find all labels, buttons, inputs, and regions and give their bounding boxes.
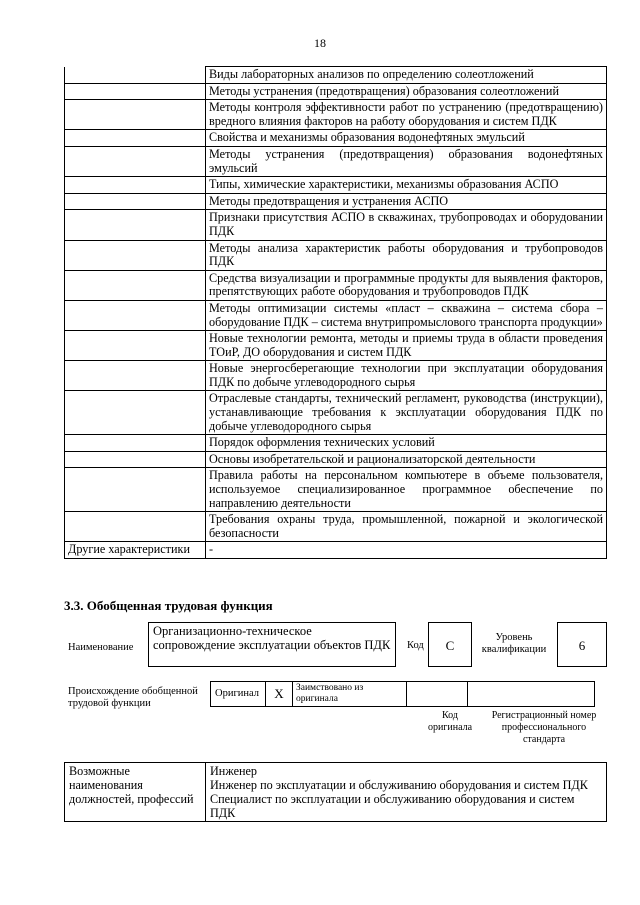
requirement-label-cell [65,240,206,270]
requirement-item: Новые энергосберегающие технологии при эксплуатации оборудования ПДК по добыче углеводородного сырья [206,361,607,391]
requirement-row [65,331,607,361]
borrowed-label: Заимствовано из оригинала [292,681,407,707]
requirement-row [65,67,607,84]
code-label: Код [407,640,424,651]
requirement-item: Правила работы на персональном компьютере в объеме пользователя, используемое специализированное программное обеспечение по направлению деятельности [206,468,607,512]
requirement-label-cell [65,83,206,100]
requirement-row [65,83,607,100]
requirement-row [65,100,607,130]
requirement-row [65,146,607,176]
page-number: 18 [314,36,326,50]
positions-label: Возможные наименования должностей, профессий [65,763,206,822]
requirement-label-cell [65,391,206,435]
requirement-item: Новые технологии ремонта, методы и приемы труда в области проведения ТОиР, ДО оборудования и систем ПДК [206,331,607,361]
requirements-table [64,66,607,559]
requirement-label-cell [65,468,206,512]
section-title: 3.3. Обобщенная трудовая функция [64,598,273,613]
reg-number-field [467,681,595,707]
requirement-row [65,210,607,240]
level-field: 6 [557,622,607,667]
requirement-row [65,361,607,391]
requirement-item: Методы контроля эффективности работ по устранению (предотвращению) вредного влияния факторов на работу оборудования и систем ПДК [206,100,607,130]
requirement-label-cell [65,130,206,147]
requirement-row [65,512,607,542]
original-mark: X [265,681,293,707]
requirement-row [65,240,607,270]
level-label: Уровень квалификации [481,632,547,655]
requirement-row [65,468,607,512]
reg-number-label: Регистрационный номер профессионального стандарта [491,710,597,745]
requirement-row [65,130,607,147]
code-field: C [428,622,472,667]
requirement-item: Виды лабораторных анализов по определению солеотложений [206,67,607,84]
requirement-label-cell [65,193,206,210]
requirement-label-cell [65,435,206,452]
positions-list [206,763,607,822]
requirement-label-cell [65,331,206,361]
position-item: Специалист по эксплуатации и обслуживанию оборудования и систем ПДК [210,792,575,820]
requirement-label-cell [65,512,206,542]
requirement-label-cell [65,100,206,130]
requirement-item: Методы анализа характеристик работы оборудования и трубопроводов ПДК [206,240,607,270]
other-characteristics-row [65,542,607,559]
requirement-item: Признаки присутствия АСПО в скважинах, трубопроводах и оборудовании ПДК [206,210,607,240]
requirement-item: Методы устранения (предотвращения) образования водонефтяных эмульсий [206,146,607,176]
requirement-label-cell [65,146,206,176]
requirement-label-cell [65,451,206,468]
requirement-item: Отраслевые стандарты, технический регламент, руководства (инструкции), устанавливающие требования к эксплуатации оборудования ПДК по добыче углеводородного сырья [206,391,607,435]
name-label: Наименование [68,642,134,653]
positions-table [64,762,607,822]
requirement-label-cell [65,270,206,300]
requirement-row [65,451,607,468]
requirement-item: Типы, химические характеристики, механизмы образования АСПО [206,177,607,194]
requirement-row [65,300,607,330]
requirement-item: Требования охраны труда, промышленной, пожарной и экологической безопасности [206,512,607,542]
requirement-row [65,435,607,452]
requirement-item: Методы оптимизации системы «пласт – скважина – система сбора – оборудование ПДК – система внутрипромыслового транспорта продукции» [206,300,607,330]
other-characteristics-label: Другие характеристики [65,542,206,559]
requirement-label-cell [65,300,206,330]
requirement-row [65,270,607,300]
requirement-row [65,193,607,210]
requirement-item: Свойства и механизмы образования водонефтяных эмульсий [206,130,607,147]
position-item: Инженер по эксплуатации и обслуживанию оборудования и систем ПДК [210,778,588,792]
other-characteristics-value: - [206,542,607,559]
position-item: Инженер [210,764,258,778]
origin-row [210,681,595,707]
requirement-label-cell [65,67,206,84]
requirement-label-cell [65,361,206,391]
function-name-field: Организационно-техническое сопровождение эксплуатации объектов ПДК [148,622,396,667]
origin-label: Происхождение обобщенной трудовой функции [68,686,198,709]
requirement-row [65,177,607,194]
requirement-item: Методы предотвращения и устранения АСПО [206,193,607,210]
code-original-label: Код оригинала [427,710,473,733]
requirement-item: Порядок оформления технических условий [206,435,607,452]
requirement-label-cell [65,210,206,240]
requirement-row [65,391,607,435]
original-label: Оригинал [210,681,266,707]
requirement-item: Методы устранения (предотвращения) образования солеотложений [206,83,607,100]
code-original-field [406,681,468,707]
requirement-item: Основы изобретательской и рационализаторской деятельности [206,451,607,468]
requirement-label-cell [65,177,206,194]
requirement-item: Средства визуализации и программные продукты для выявления факторов, препятствующих работе оборудования и трубопроводов ПДК [206,270,607,300]
